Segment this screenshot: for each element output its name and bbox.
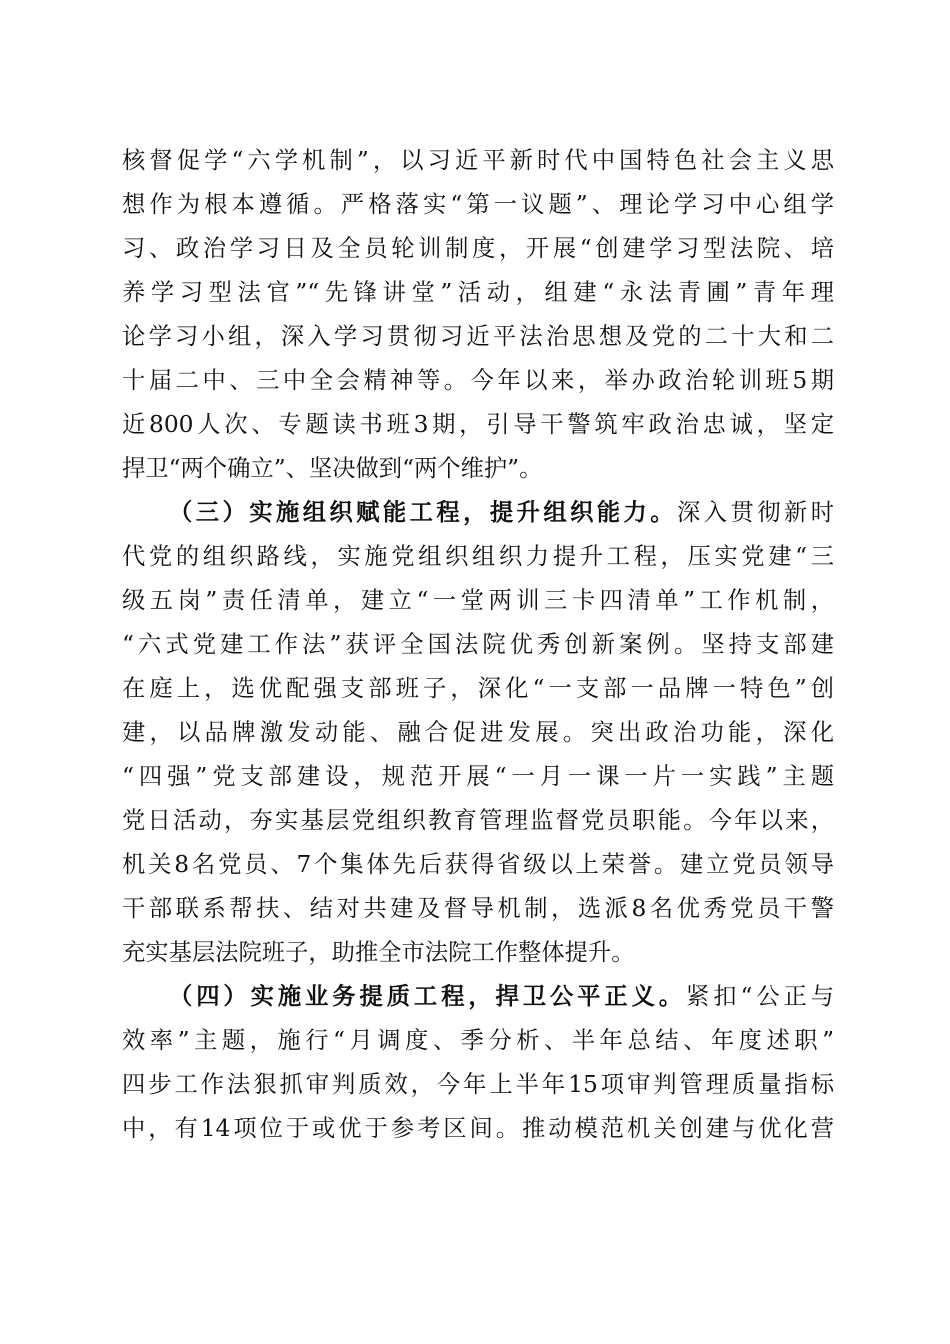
text-line: “六式党建工作法”获评全国法院优秀创新案例。坚持支部建 [122,631,834,658]
text-line: 级五岗”责任清单，建立“一堂两训三卡四清单”工作机制， [122,587,834,614]
text-line: 捍卫“两个确立”、坚决做到“两个维护”。 [122,455,543,482]
paragraph-first-line [122,491,834,535]
text-line: 中，有14项位于或优于参考区间。推动模范机关创建与优化营 [122,1115,834,1142]
paragraph-2 [122,491,834,975]
text-line: 养学习型法官”“先锋讲堂”活动，组建“永法青圃”青年理 [122,279,834,306]
text-line: 党日活动，夯实基层党组织教育管理监督党员职能。今年以来， [122,807,834,834]
document-body [122,139,834,1151]
text-line: 干部联系帮扶、结对共建及督导机制，选派8名优秀党员干警 [122,895,834,922]
text-line: 核督促学“六学机制”，以习近平新时代中国特色社会主义思 [122,147,834,174]
text-line: 代党的组织路线，实施党组织组织力提升工程，压实党建“三 [122,543,834,570]
text-line: 效率”主题，施行“月调度、季分析、半年总结、年度述职” [122,1027,834,1054]
text-line: 论学习小组，深入学习贯彻习近平法治思想及党的二十大和二 [122,323,834,350]
paragraph-first-line [122,975,834,1019]
heading-followup-text: 深入贯彻新时 [677,499,835,526]
text-line: 充实基层法院班子，助推全市法院工作整体提升。 [122,939,635,966]
text-line: 想作为根本遵循。严格落实“第一议题”、理论学习中心组学 [122,191,834,218]
text-line: 在庭上，选优配强支部班子，深化“一支部一品牌一特色”创 [122,675,834,702]
text-line: 习、政治学习日及全员轮训制度，开展“创建学习型法院、培 [122,235,834,262]
paragraph-3 [122,975,834,1151]
heading-followup-text: 紧扣“公正与 [686,983,834,1010]
paragraph-1 [122,139,834,491]
section-heading: （三）实施组织赋能工程，提升组织能力。 [169,499,678,526]
section-heading: （四）实施业务提质工程，捍卫公平正义。 [169,983,687,1010]
text-line: “四强”党支部建设，规范开展“一月一课一片一实践”主题 [122,763,834,790]
text-line: 四步工作法狠抓审判质效，今年上半年15项审判管理质量指标 [122,1071,834,1098]
text-line: 十届二中、三中全会精神等。今年以来，举办政治轮训班5期 [122,367,834,394]
text-line: 建，以品牌激发动能、融合促进发展。突出政治功能，深化 [122,719,834,746]
text-line: 近800人次、专题读书班3期，引导干警筑牢政治忠诚，坚定 [122,411,834,438]
text-line: 机关8名党员、7个集体先后获得省级以上荣誉。建立党员领导 [122,851,834,878]
